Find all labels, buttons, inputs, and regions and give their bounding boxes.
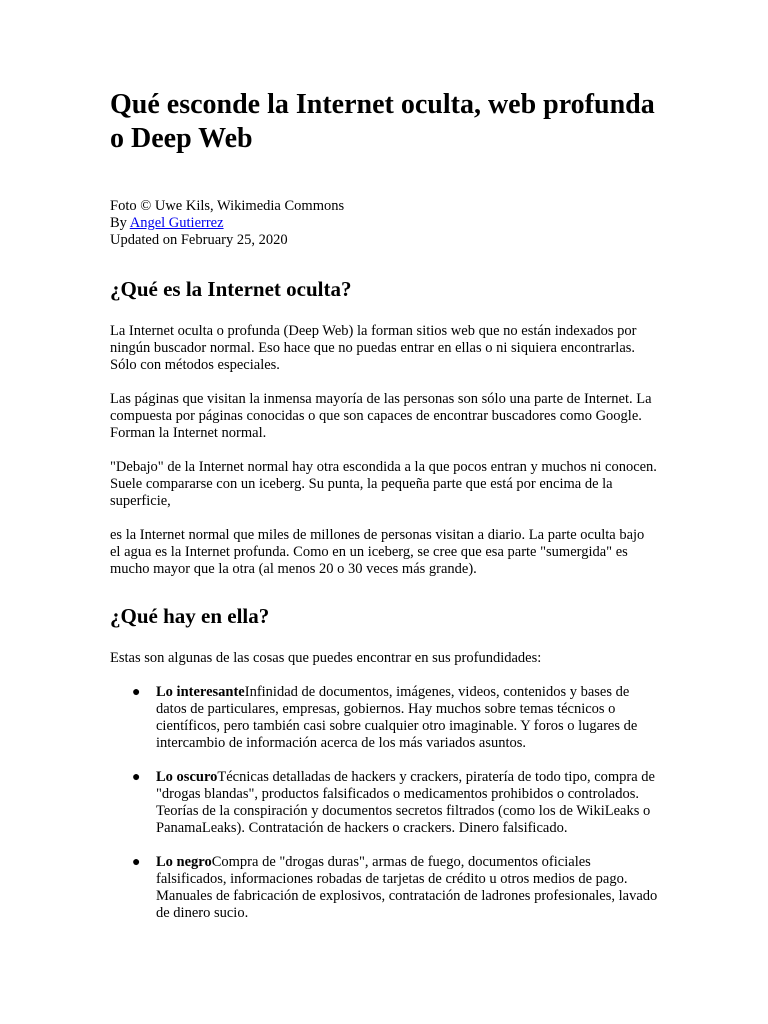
author-link[interactable]: Angel Gutierrez xyxy=(129,215,224,231)
article-title: Qué esconde la Internet oculta, web profunda o Deep Web xyxy=(110,89,655,154)
bullet-icon: ● xyxy=(132,685,141,700)
bullet-icon: ● xyxy=(132,770,141,785)
list-item-label: Lo oscuro xyxy=(156,769,218,785)
paragraph: La Internet oculta o profunda (Deep Web) la forman sitios web que no están indexados por ningún buscador normal. Eso hace que no puedas entrar en ellas o ni siquiera encontrarlas. Sólo con métodos especiales. xyxy=(110,323,637,373)
paragraph: es la Internet normal que miles de millones de personas visitan a diario. La parte oculta bajo el agua es la Internet profunda. Como en un iceberg, se cree que esa parte "sumergida" es mucho mayor que la otra (al menos 20 o 30 veces más grande). xyxy=(110,527,645,577)
paragraph: Las páginas que visitan la inmensa mayoría de las personas son sólo una parte de Internet. La compuesta por páginas conocidas o que son capaces de encontrar buscadores como Google. Forman la Internet normal. xyxy=(110,391,652,441)
section-heading-what-is: ¿Qué es la Internet oculta? xyxy=(110,277,352,301)
article-meta xyxy=(110,198,658,249)
list-item-text: Compra de "drogas duras", armas de fuego, documentos oficiales falsificados, informaciones robadas de tarjetas de crédito u otros medios de pago. Manuales de fabricación de explosivos, contratación de ladrones profesionales, lavado de dinero sucio. xyxy=(156,854,658,921)
byline xyxy=(110,215,658,232)
list-item-label: Lo interesante xyxy=(156,684,245,700)
updated-date: Updated on February 25, 2020 xyxy=(110,232,288,248)
paragraph: "Debajo" de la Internet normal hay otra escondida a la que pocos entran y muchos ni conocen. Suele compararse con un iceberg. Su punta, la pequeña parte que está por encima de la superficie, xyxy=(110,459,657,509)
article xyxy=(110,88,658,939)
list-item-text: Infinidad de documentos, imágenes, videos, contenidos y bases de datos de particulares, empresas, gobiernos. Hay muchos sobre temas técnicos o científicos, pero también casi sobre cualquier otro imaginable. Y foros o lugares de intercambio de información acerca de los más variados asuntos. xyxy=(156,684,638,751)
list-item-label: Lo negro xyxy=(156,854,212,870)
section-heading-whats-in-it: ¿Qué hay en ella? xyxy=(110,604,270,628)
by-label: By xyxy=(110,215,130,231)
list-item xyxy=(132,684,658,752)
content-list xyxy=(110,684,658,922)
list-item xyxy=(132,769,658,837)
photo-credit: Foto © Uwe Kils, Wikimedia Commons xyxy=(110,198,345,214)
list-intro: Estas son algunas de las cosas que puedes encontrar en sus profundidades: xyxy=(110,650,542,666)
bullet-icon: ● xyxy=(132,855,141,870)
list-item xyxy=(132,854,658,922)
list-item-text: Técnicas detalladas de hackers y crackers, piratería de todo tipo, compra de "drogas blandas", productos falsificados o medicamentos prohibidos o controlados. Teorías de la conspiración y documentos secretos filtrados (como los de WikiLeaks o PanamaLeaks). Contratación de hackers o crackers. Dinero falsificado. xyxy=(156,769,655,836)
